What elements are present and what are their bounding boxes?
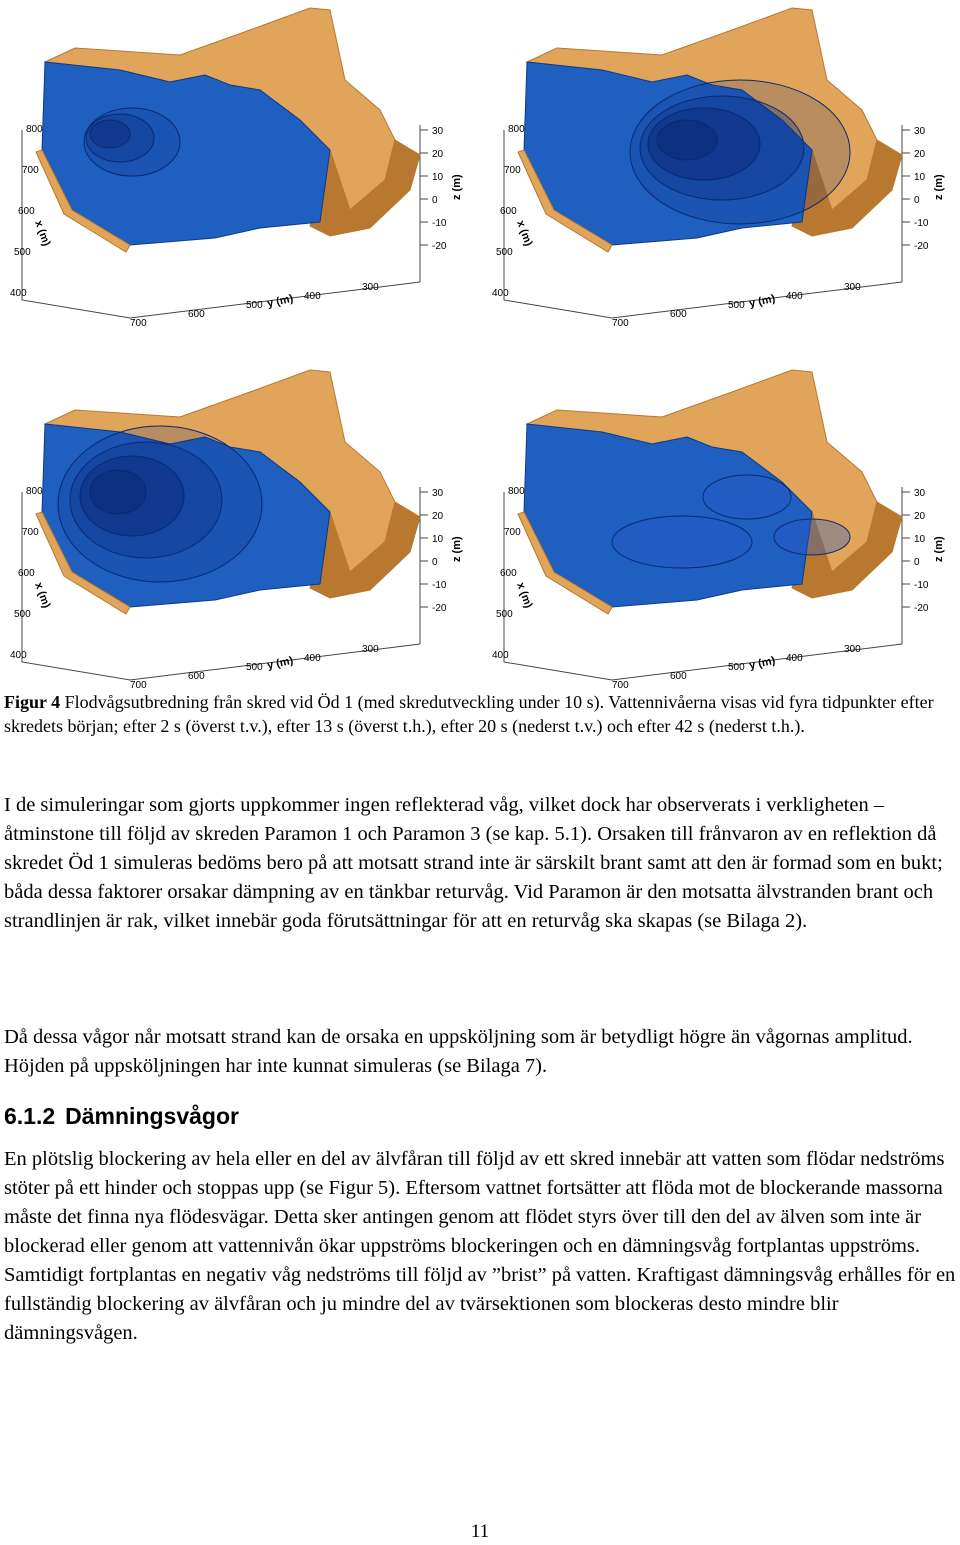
y-tick-label: 400 bbox=[786, 653, 803, 664]
surface-plot bbox=[482, 362, 960, 702]
wave-contour bbox=[90, 120, 130, 148]
x-tick-label: 700 bbox=[22, 165, 39, 176]
z-tick-label: 10 bbox=[432, 172, 444, 183]
z-tick-label: -20 bbox=[914, 241, 929, 252]
x-tick-label: 500 bbox=[496, 247, 513, 258]
x-tick-label: 800 bbox=[508, 486, 525, 497]
y-tick-label: 700 bbox=[130, 680, 147, 691]
x-tick-label: 600 bbox=[500, 568, 517, 579]
surface-plot bbox=[0, 362, 478, 702]
x-tick-label: 600 bbox=[18, 568, 35, 579]
z-tick-label: 0 bbox=[914, 195, 920, 206]
figure-panel-bottom-left bbox=[0, 362, 478, 702]
caption-label: Figur 4 bbox=[4, 692, 61, 712]
x-tick-label: 400 bbox=[492, 288, 509, 299]
caption-text: Flodvågsutbredning från skred vid Öd 1 (med skredutveckling under 10 s). Vattennivåerna visas vid fyra tidpunkter efter skredets början; efter 2 s (överst t.v.), efter 13 s (överst t.h.), efter 20 s (nederst t.v.) och efter 42 s (nederst t.h.). bbox=[4, 692, 934, 736]
y-tick-label: 600 bbox=[188, 671, 205, 682]
x-axis-title: x (m) bbox=[32, 218, 53, 248]
x-tick-label: 400 bbox=[10, 288, 27, 299]
y-tick-label: 700 bbox=[130, 318, 147, 329]
y-tick-label: 300 bbox=[844, 644, 861, 655]
section-heading bbox=[4, 1103, 249, 1130]
z-axis-title: z (m) bbox=[451, 174, 463, 200]
y-tick-label: 400 bbox=[786, 291, 803, 302]
wave-contour bbox=[703, 475, 791, 519]
y-tick-label: 500 bbox=[728, 662, 745, 673]
y-axis-title: y (m) bbox=[266, 292, 295, 310]
z-tick-label: 30 bbox=[432, 126, 444, 137]
x-tick-label: 800 bbox=[26, 486, 43, 497]
x-tick-label: 500 bbox=[14, 609, 31, 620]
y-tick-label: 600 bbox=[670, 671, 687, 682]
z-tick-label: 0 bbox=[432, 195, 438, 206]
x-tick-label: 800 bbox=[508, 124, 525, 135]
surface-plot bbox=[482, 0, 960, 340]
z-tick-label: 20 bbox=[914, 511, 926, 522]
z-tick-label: -20 bbox=[432, 603, 447, 614]
x-axis-title: x (m) bbox=[514, 580, 535, 610]
y-tick-label: 500 bbox=[728, 300, 745, 311]
figure-caption bbox=[4, 690, 959, 738]
x-tick-label: 800 bbox=[26, 124, 43, 135]
x-tick-label: 700 bbox=[22, 527, 39, 538]
figure-panel-top-right bbox=[482, 0, 960, 340]
x-tick-label: 500 bbox=[496, 609, 513, 620]
z-tick-label: -10 bbox=[432, 218, 447, 229]
x-tick-label: 500 bbox=[14, 247, 31, 258]
section-title: Dämningsvågor bbox=[65, 1103, 239, 1129]
x-axis-title: x (m) bbox=[514, 218, 535, 248]
paragraph-damming: En plötslig blockering av hela eller en del av älvfåran till följd av ett skred innebär att vatten som flödar nedströms stöter på ett hinder och stoppas upp (se Figur 5). Eftersom vattnet fortsätter att flöda mot de blockerande massorna måste det finna nya flödesvägar. Detta sker antingen genom att flödet styrs över till den del av älven som inte är blockerad eller genom att vattennivån ökar uppströms blockeringen och en dämningsvåg fortplantas uppströms. Samtidigt fortplantas en negativ våg nedströms till följd av ”brist” på vatten. Kraftigast dämningsvåg erhålles för en fullständig blockering av älvfåran och ju mindre del av tvärsektionen som blockeras desto mindre blir dämningsvågen. bbox=[4, 1148, 956, 1344]
y-tick-label: 700 bbox=[612, 318, 629, 329]
section-number: 6.1.2 bbox=[4, 1103, 56, 1129]
wave-contour bbox=[657, 120, 717, 160]
figure-panel-bottom-right bbox=[482, 362, 960, 702]
z-tick-label: -10 bbox=[914, 218, 929, 229]
wave-contour bbox=[612, 516, 752, 568]
z-tick-label: 10 bbox=[914, 172, 926, 183]
x-tick-label: 700 bbox=[504, 165, 521, 176]
y-axis-title: y (m) bbox=[748, 292, 777, 310]
x-tick-label: 600 bbox=[500, 206, 517, 217]
y-tick-label: 600 bbox=[670, 309, 687, 320]
z-axis-title: z (m) bbox=[933, 536, 945, 562]
z-tick-label: 10 bbox=[914, 534, 926, 545]
z-tick-label: 20 bbox=[432, 149, 444, 160]
z-tick-label: 20 bbox=[432, 511, 444, 522]
wave-contour bbox=[90, 470, 146, 514]
z-tick-label: -10 bbox=[432, 580, 447, 591]
y-tick-label: 300 bbox=[362, 644, 379, 655]
y-tick-label: 500 bbox=[246, 300, 263, 311]
page-number: 11 bbox=[470, 1521, 490, 1542]
z-tick-label: 20 bbox=[914, 149, 926, 160]
x-axis-title: x (m) bbox=[32, 580, 53, 610]
y-tick-label: 300 bbox=[362, 282, 379, 293]
figure-panel-top-left bbox=[0, 0, 478, 340]
y-tick-label: 400 bbox=[304, 653, 321, 664]
paragraph-runup: Då dessa vågor når motsatt strand kan de orsaka en uppsköljning som är betydligt högre än vågornas amplitud. Höjden på uppsköljningen har inte kunnat simuleras (se Bilaga 7). bbox=[4, 1026, 913, 1077]
y-tick-label: 400 bbox=[304, 291, 321, 302]
z-tick-label: -20 bbox=[432, 241, 447, 252]
y-tick-label: 500 bbox=[246, 662, 263, 673]
paragraph-reflection: I de simuleringar som gjorts uppkommer ingen reflekterad våg, vilket dock har observerats i verkligheten – åtminstone till följd av skreden Paramon 1 och Paramon 3 (se kap. 5.1). Orsaken till frånvaron av en reflektion då skredet Öd 1 simuleras bedöms bero på att motsatt strand inte är särskilt brant samt att den är formad som en bukt; båda dessa faktorer orsakar dämpning av en tänkbar returvåg. Vid Paramon är den motsatta älvstranden brant och strandlinjen är rak, vilket innebär goda förutsättningar för att en returvåg ska skapas (se Bilaga 2). bbox=[4, 794, 943, 932]
z-tick-label: 0 bbox=[914, 557, 920, 568]
x-tick-label: 700 bbox=[504, 527, 521, 538]
z-tick-label: 30 bbox=[914, 488, 926, 499]
x-tick-label: 600 bbox=[18, 206, 35, 217]
y-tick-label: 700 bbox=[612, 680, 629, 691]
z-tick-label: 30 bbox=[914, 126, 926, 137]
x-tick-label: 400 bbox=[10, 650, 27, 661]
z-tick-label: 0 bbox=[432, 557, 438, 568]
z-axis-title: z (m) bbox=[933, 174, 945, 200]
x-tick-label: 400 bbox=[492, 650, 509, 661]
z-tick-label: -10 bbox=[914, 580, 929, 591]
z-tick-label: 30 bbox=[432, 488, 444, 499]
y-axis-title: y (m) bbox=[266, 654, 295, 672]
y-axis-title: y (m) bbox=[748, 654, 777, 672]
y-tick-label: 300 bbox=[844, 282, 861, 293]
wave-contour bbox=[774, 519, 850, 555]
surface-plot bbox=[0, 0, 478, 340]
z-tick-label: -20 bbox=[914, 603, 929, 614]
y-tick-label: 600 bbox=[188, 309, 205, 320]
z-tick-label: 10 bbox=[432, 534, 444, 545]
z-axis-title: z (m) bbox=[451, 536, 463, 562]
